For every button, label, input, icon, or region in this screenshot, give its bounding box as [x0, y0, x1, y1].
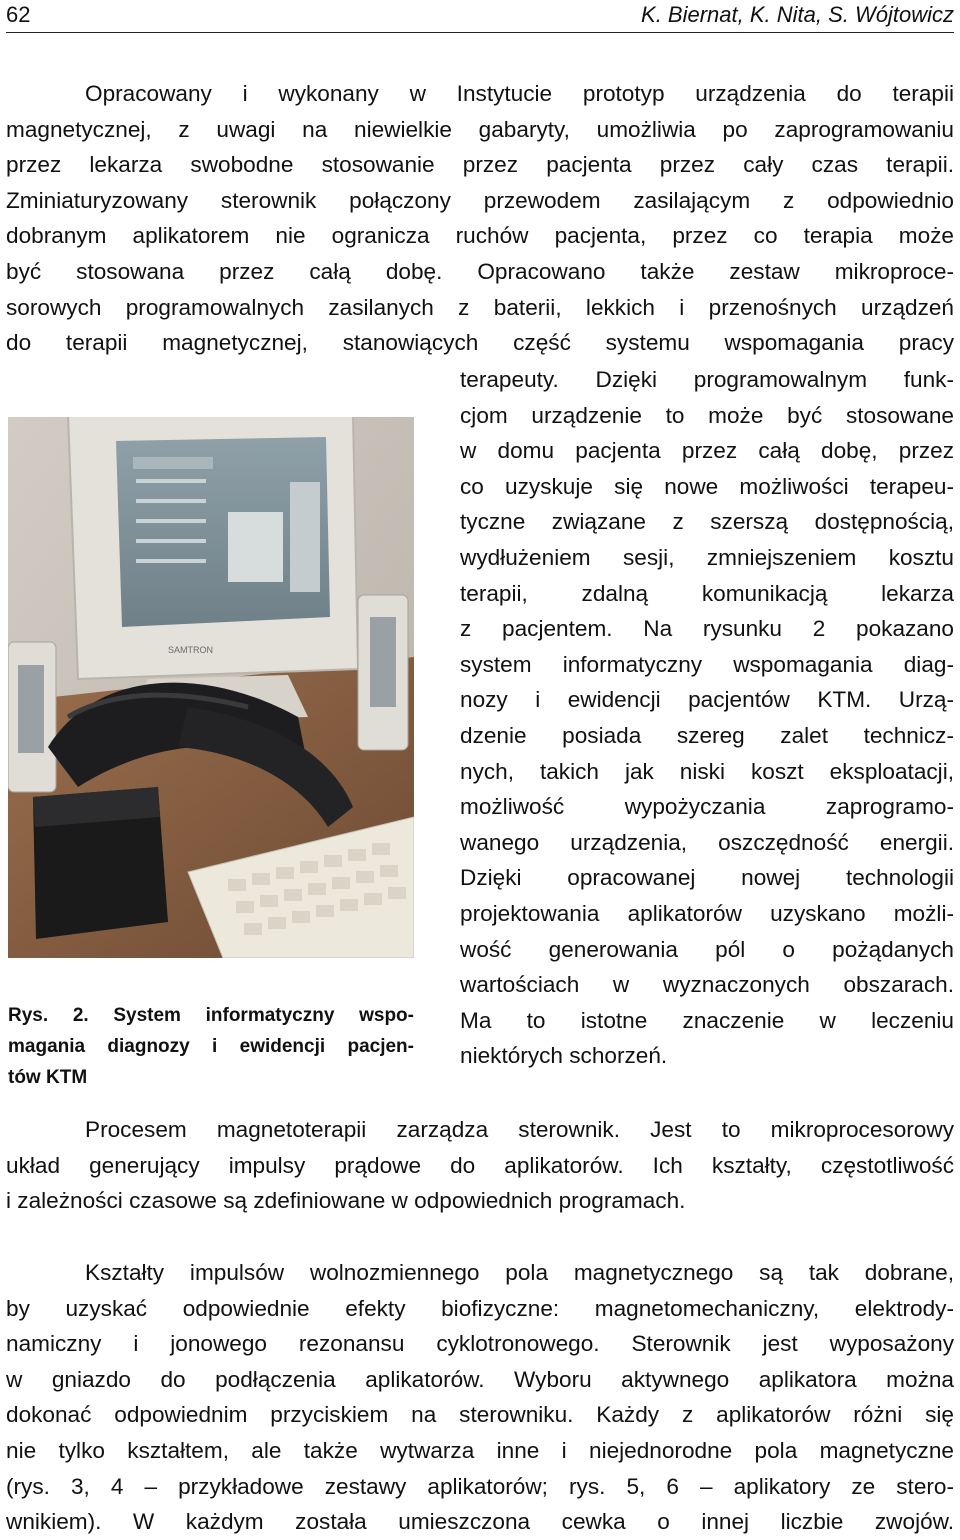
text-line: nych, takich jak niski koszt eksploatacji, — [460, 758, 954, 784]
page-number: 62 — [6, 2, 31, 27]
figure-caption — [8, 1000, 414, 1093]
text-line: w domu pacjenta przez całą dobę, przez — [460, 438, 954, 464]
text-line: wartościach w wyznaczonych obszarach. — [460, 972, 954, 998]
text-line: Opracowany i wykonany w Instytucie prototyp urządzenia do terapii — [85, 81, 954, 106]
paragraph-pulse-shapes — [6, 1255, 954, 1540]
running-header — [6, 0, 954, 33]
text-line: dokonać odpowiednim przyciskiem na sterowniku. Każdy z aplikatorów różni się — [6, 1402, 954, 1428]
text-line: co uzyskuje się nowe możliwości terapeu- — [460, 473, 954, 499]
screen-slider — [136, 479, 206, 483]
text-line: Dzięki opracowanej nowej technologii — [460, 865, 954, 891]
text-line: Zminiaturyzowany sterownik połączony przewodem zasilającym z odpowiednio — [6, 187, 954, 213]
text-line: dzenie posiada szereg zalet technicz- — [460, 722, 954, 748]
text-line: niektórych schorzeń. — [460, 1043, 668, 1069]
screen-calendar — [228, 512, 283, 582]
text-line: (rys. 3, 4 – przykładowe zestawy aplikatorów; rys. 5, 6 – aplikatory ze stero- — [6, 1473, 954, 1499]
screen-window-title — [133, 457, 213, 469]
text-line: by uzyskać odpowiednie efekty biofizyczne: magnetomechaniczny, elektrody- — [6, 1295, 954, 1321]
text-line: Procesem magnetoterapii zarządza sterownik. Jest to mikroprocesorowy — [85, 1117, 954, 1142]
text-line: układ generujący impulsy prądowe do aplikatorów. Ich kształty, częstotliwość — [6, 1152, 954, 1178]
text-line: dobranym aplikatorem nie ogranicza ruchów pacjenta, przez co terapia może — [6, 223, 954, 249]
speaker-grille — [18, 665, 44, 753]
text-line: z pacjentem. Na rysunku 2 pokazano — [460, 616, 954, 642]
screen-slider — [136, 539, 206, 543]
screen-slider — [136, 519, 206, 523]
text-line: w gniazdo do podłączenia aplikatorów. Wyboru aktywnego aplikatora można — [6, 1366, 954, 1392]
text-line: i zależności czasowe są zdefiniowane w odpowiednich programach. — [6, 1188, 686, 1214]
running-head-authors: K. Biernat, K. Nita, S. Wójtowicz — [641, 2, 954, 27]
text-line: terapii, zdalną komunikacją lekarza — [460, 580, 954, 606]
text-line: wanego urządzenia, oszczędność energii. — [460, 829, 954, 855]
speaker-grille — [370, 617, 396, 707]
text-line: wydłużeniem sesji, zmniejszeniem kosztu — [460, 544, 954, 570]
text-line: projektowania aplikatorów uzyskano możli- — [460, 900, 954, 926]
caption-line: Rys. 2. System informatyczny wspo- — [8, 1005, 414, 1026]
text-line: możliwość wypożyczania zaprogramo- — [460, 794, 954, 820]
text-line: cjom urządzenie to może być stosowane — [460, 402, 954, 428]
text-line: magnetycznej, z uwagi na niewielkie gabaryty, umożliwia po zaprogramowaniu — [6, 116, 954, 142]
text-line: wnikiem). W każdym została umieszczona cewka o innej liczbie zwojów. — [6, 1509, 954, 1535]
text-line: być stosowana przez całą dobę. Opracowano także zestaw mikroproce- — [6, 258, 954, 284]
text-line: przez lekarza swobodne stosowanie przez pacjenta przez cały czas terapii. — [6, 152, 954, 178]
text-line: terapeuty. Dzięki programowalnym funk- — [460, 367, 954, 392]
paragraph-intro — [6, 76, 954, 361]
screen-slider — [136, 499, 206, 503]
screen-table — [290, 482, 320, 592]
text-line: nie tylko kształtem, ale także wytwarza inne i niejednorodne pola magnetyczne — [6, 1437, 954, 1463]
photo-illustration — [8, 417, 414, 958]
paragraph-controller — [6, 1112, 954, 1219]
screen-slider — [136, 559, 206, 563]
monitor-brand-logo: SAMTRON — [168, 645, 213, 655]
text-line: do terapii magnetycznej, stanowiących część systemu wspomagania pracy — [6, 330, 954, 356]
caption-line: magania diagnozy i ewidencji pacjen- — [8, 1036, 414, 1057]
text-line: Ma to istotne znaczenie w leczeniu — [460, 1007, 954, 1033]
caption-line: tów KTM — [8, 1067, 88, 1088]
paragraph-intro-column — [460, 362, 954, 1074]
text-line: tyczne związane z szerszą dostępnością, — [460, 509, 954, 535]
text-line: system informatyczny wspomagania diag- — [460, 651, 954, 677]
text-line: namiczny i jonowego rezonansu cyklotronowego. Sterownik jest wyposażony — [6, 1331, 954, 1357]
text-line: Kształty impulsów wolnozmiennego pola magnetycznego są tak dobrane, — [85, 1260, 954, 1285]
text-line: nozy i ewidencji pacjentów KTM. Urzą- — [460, 687, 954, 713]
text-line: sorowych programowalnych zasilanych z baterii, lekkich i przenośnych urządzeń — [6, 294, 954, 320]
figure-photo — [8, 417, 414, 958]
text-line: wość generowania pól o pożądanych — [460, 936, 954, 962]
